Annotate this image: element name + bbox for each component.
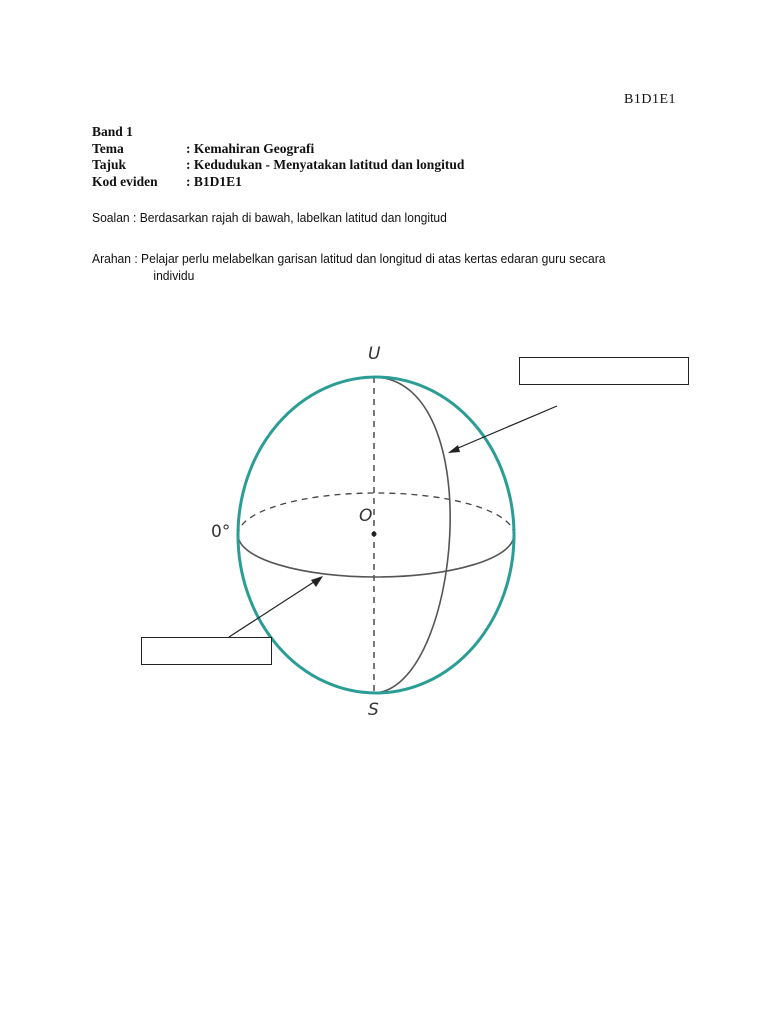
document-code: B1D1E1 [624, 92, 676, 107]
question-text: Soalan : Berdasarkan rajah di bawah, labelkan latitud dan longitud [92, 210, 447, 225]
latitude-answer-box[interactable] [141, 637, 272, 665]
center-point [372, 532, 377, 537]
equator-degree-label: 0° [211, 522, 231, 542]
north-label: U [368, 344, 381, 364]
header-value: : B1D1E1 [186, 173, 242, 189]
header-key: Tema [92, 140, 124, 156]
south-label: S [368, 700, 379, 720]
header-key: Tajuk [92, 157, 127, 172]
equator-back [238, 493, 514, 535]
header-key: Band 1 [92, 124, 133, 139]
header-value: : Kemahiran Geografi [186, 140, 315, 156]
header-value: : Kedudukan - Menyatakan latitud dan longitud [186, 157, 465, 172]
latitude-arrow [229, 578, 320, 637]
longitude-arrowhead [448, 445, 460, 453]
instruction-line-2: individu [153, 268, 195, 283]
meridian-line [374, 377, 450, 693]
equator-front [238, 535, 514, 577]
header-key: Kod eviden [92, 173, 158, 189]
instruction-line-1: Arahan : Pelajar perlu melabelkan garisan latitud dan longitud di atas kertas edaran guru secara [92, 251, 606, 266]
longitude-arrow [451, 406, 557, 451]
latitude-arrowhead [311, 576, 323, 587]
center-label: O [359, 506, 373, 526]
longitude-answer-box[interactable] [519, 357, 689, 385]
